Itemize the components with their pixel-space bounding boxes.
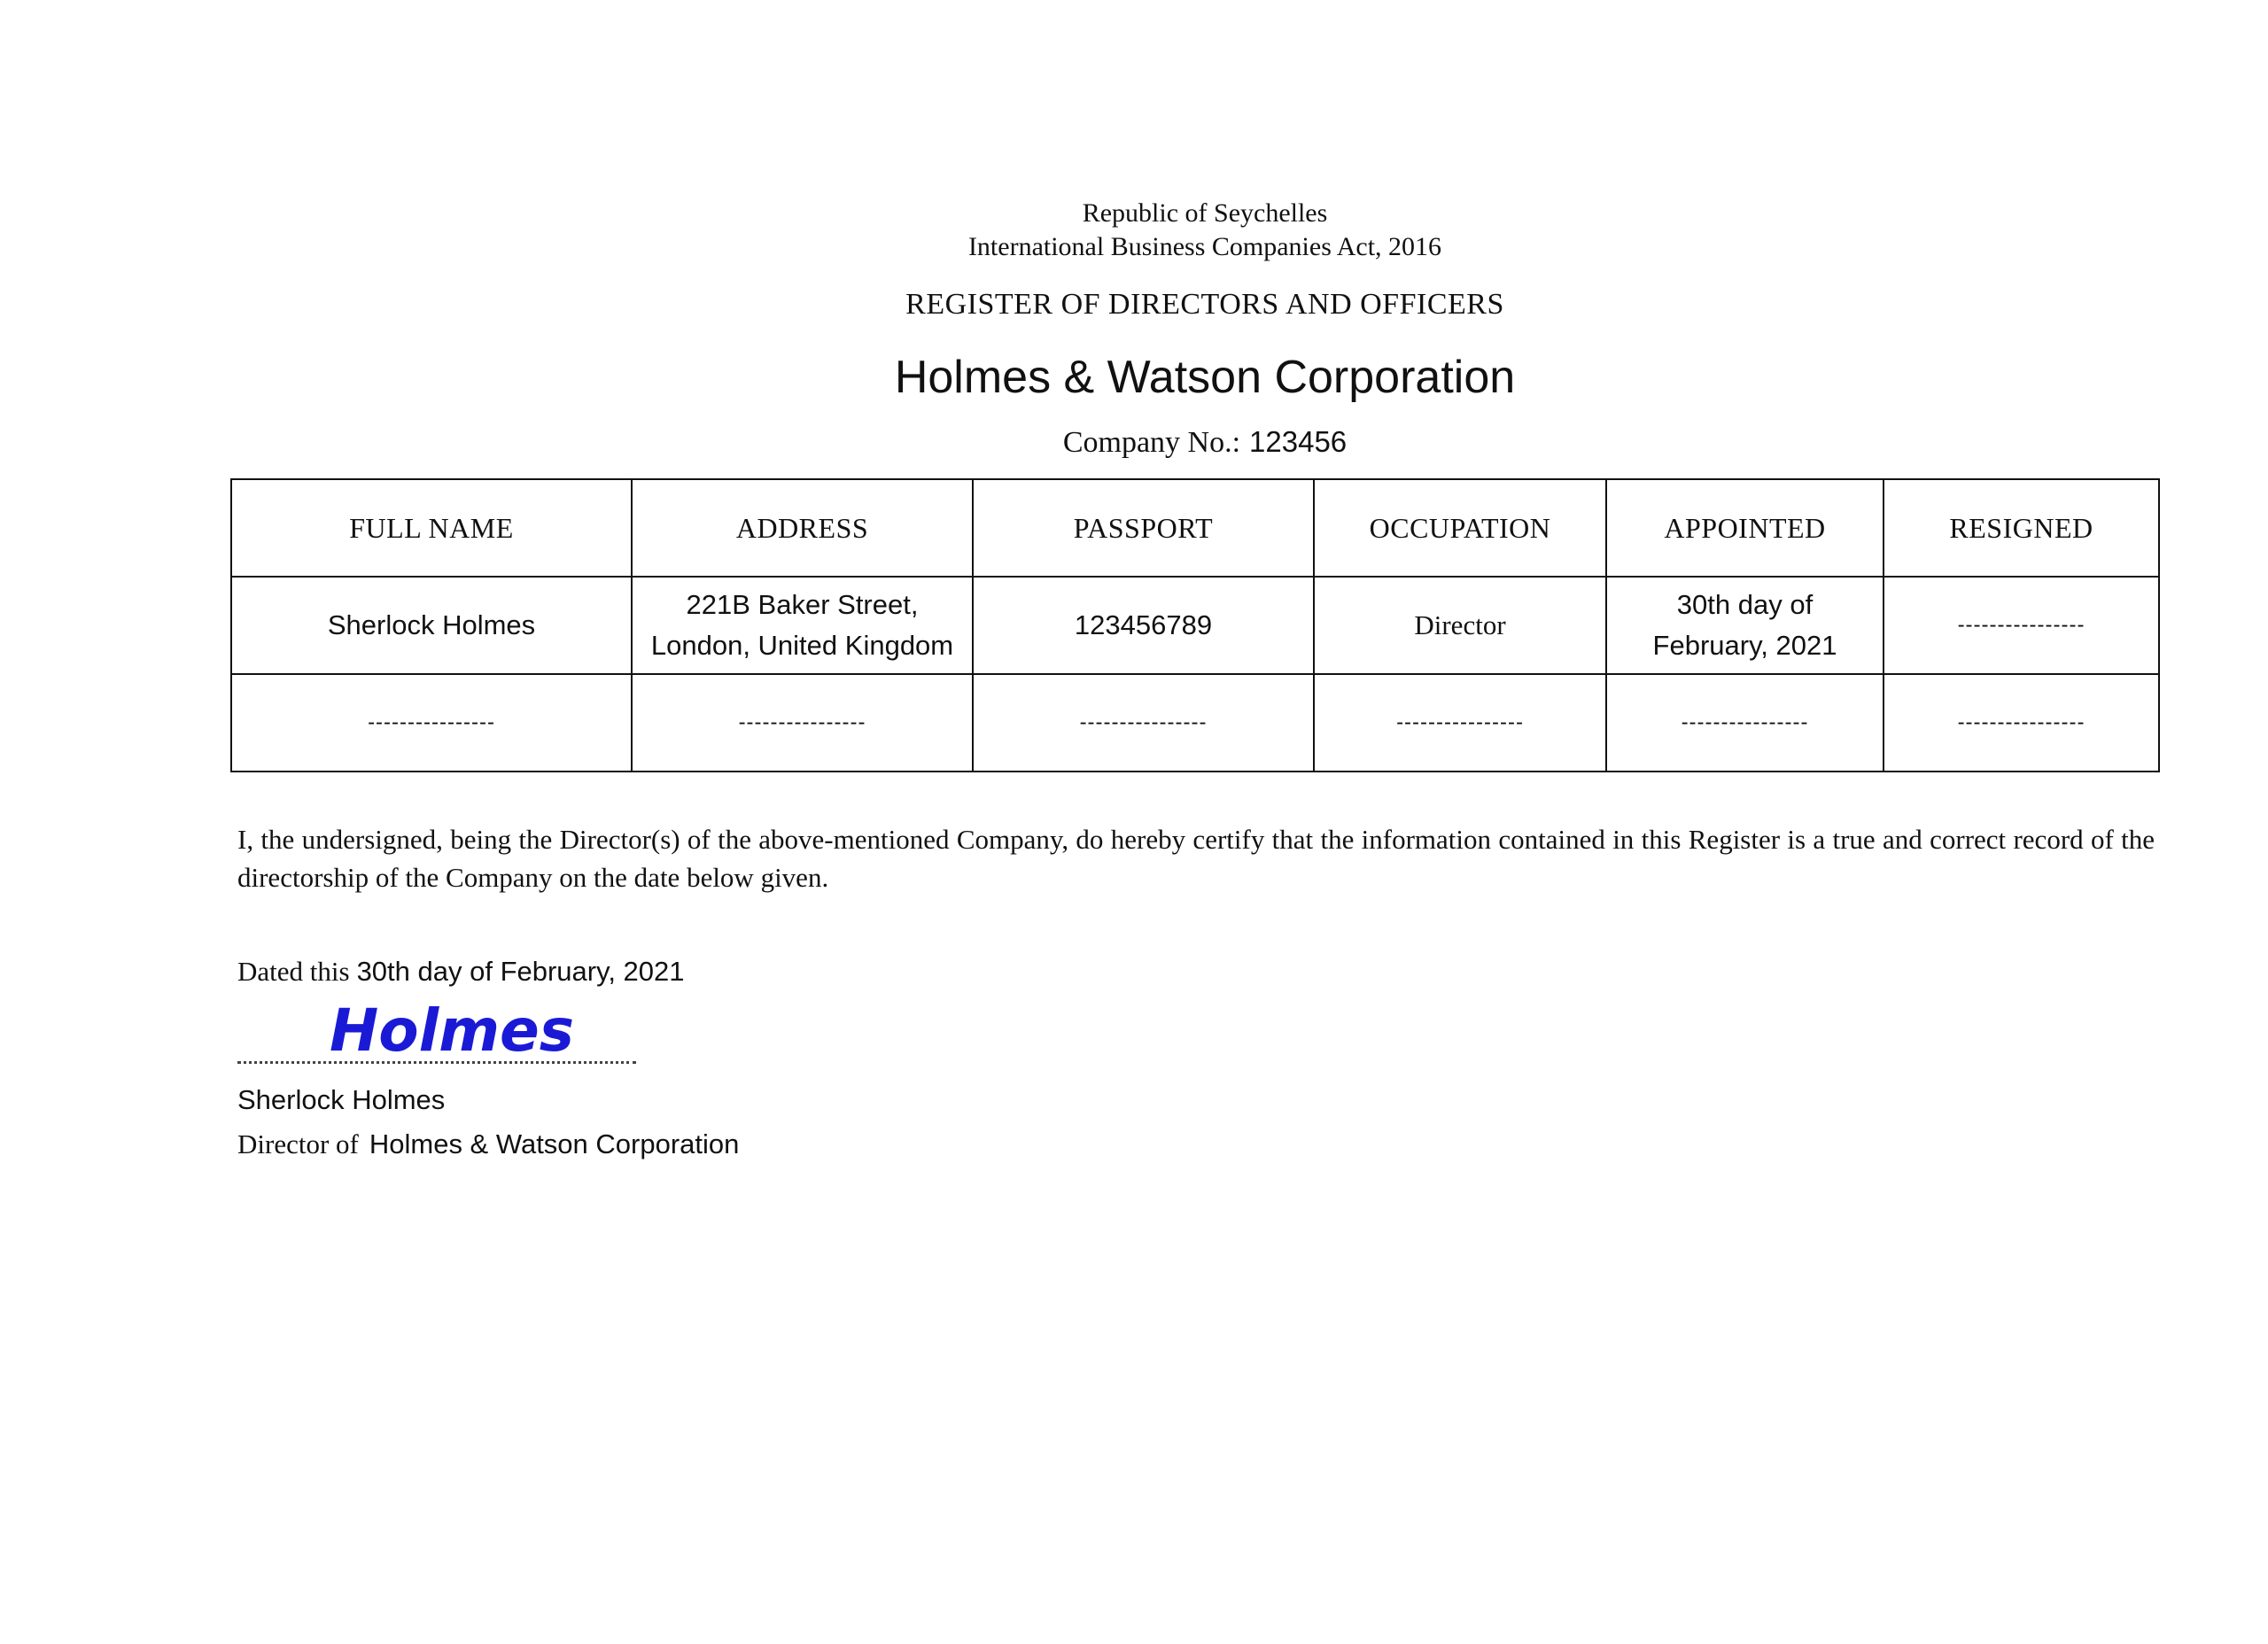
director-of-company: Holmes & Watson Corporation <box>369 1128 740 1159</box>
certification-statement: I, the undersigned, being the Director(s) of the above-mentioned Company, do hereby certify that the information contained in this Register is a true and correct record of the directorship of the Company on the date below given. <box>237 824 2155 893</box>
table-row <box>231 674 2159 772</box>
appointed-line-2: February, 2021 <box>1652 630 1837 661</box>
cell-appointed: ---------------- <box>1606 674 1884 772</box>
cell-address: ---------------- <box>632 674 973 772</box>
column-header-resigned: RESIGNED <box>1884 479 2159 577</box>
act-heading: International Business Companies Act, 2016 <box>967 232 1442 261</box>
column-header-occupation: OCCUPATION <box>1314 479 1606 577</box>
cell-address <box>632 577 973 674</box>
cell-occupation: Director <box>1314 577 1606 674</box>
address-line-2: London, United Kingdom <box>650 630 954 661</box>
column-header-passport: PASSPORT <box>973 479 1314 577</box>
address-line-1: 221B Baker Street, <box>686 589 919 620</box>
dated-label: Dated this <box>237 956 350 987</box>
director-of-line <box>237 1127 739 1162</box>
company-name-heading: Holmes & Watson Corporation <box>894 352 1516 403</box>
signature-dotted-line <box>237 1061 636 1064</box>
signature-text: Holmes <box>330 996 575 1065</box>
director-of-label: Director of <box>237 1128 359 1159</box>
signer-name: Sherlock Holmes <box>237 1084 446 1115</box>
dated-value: 30th day of February, 2021 <box>356 956 685 987</box>
column-header-full-name: FULL NAME <box>231 479 632 577</box>
cell-full-name: ---------------- <box>231 674 632 772</box>
column-header-appointed: APPOINTED <box>1606 479 1884 577</box>
cell-full-name: Sherlock Holmes <box>231 577 632 674</box>
table-row <box>231 577 2159 674</box>
cell-resigned: ---------------- <box>1884 674 2159 772</box>
company-number-value: 123456 <box>1249 425 1348 458</box>
table-header-row <box>231 479 2159 577</box>
cell-resigned: ---------------- <box>1884 577 2159 674</box>
country-heading: Republic of Seychelles <box>1082 198 1328 228</box>
cell-passport: ---------------- <box>973 674 1314 772</box>
directors-register-table <box>230 478 2160 772</box>
column-header-address: ADDRESS <box>632 479 973 577</box>
cell-appointed <box>1606 577 1884 674</box>
dated-line <box>237 954 685 989</box>
register-title: REGISTER OF DIRECTORS AND OFFICERS <box>905 288 1504 321</box>
appointed-line-1: 30th day of <box>1676 589 1814 620</box>
cell-passport: 123456789 <box>973 577 1314 674</box>
cell-occupation: ---------------- <box>1314 674 1606 772</box>
signature-graphic <box>326 990 592 1070</box>
company-number-label: Company No.: <box>1062 426 1241 459</box>
company-number <box>0 423 2268 462</box>
